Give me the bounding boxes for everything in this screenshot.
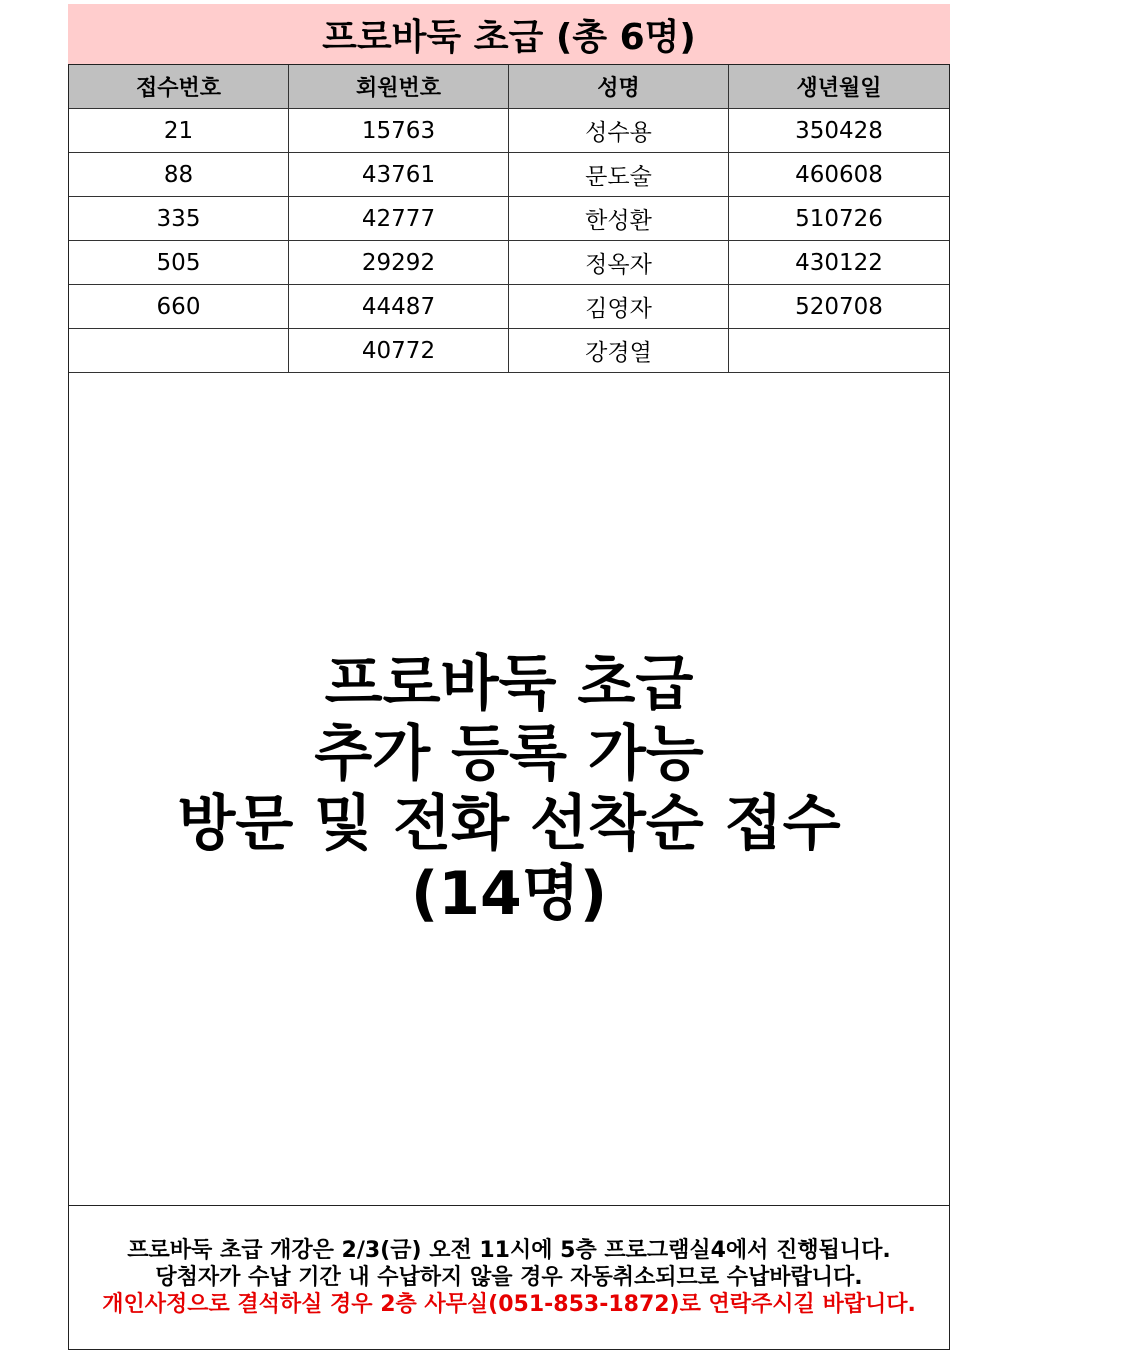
roster-frame <box>68 64 950 1350</box>
birthdate-cell: 350428 <box>795 117 883 144</box>
member-number-cell: 40772 <box>289 329 509 372</box>
header-name: 성명 <box>509 65 729 108</box>
name-cell: 정옥자 <box>509 241 729 284</box>
member-number-cell: 43761 <box>289 153 509 196</box>
notice-line: 방문 및 전화 선착순 접수 <box>177 789 841 859</box>
member-number-cell: 15763 <box>289 109 509 152</box>
name-cell: 강경열 <box>509 329 729 372</box>
table-row <box>69 329 949 373</box>
notice-line: 추가 등록 가능 <box>314 719 704 789</box>
header-birthdate: 생년월일 <box>796 76 882 101</box>
birthdate-cell: 510726 <box>795 205 883 232</box>
member-number-cell: 42777 <box>289 197 509 240</box>
name-cell: 김영자 <box>509 285 729 328</box>
birthdate-cell: 430122 <box>795 249 883 276</box>
birthdate-cell: 460608 <box>795 161 883 188</box>
table-header <box>69 65 949 109</box>
receipt-number-cell <box>69 329 289 372</box>
additional-registration-notice <box>69 373 949 1206</box>
name-cell: 문도술 <box>509 153 729 196</box>
receipt-number-cell: 505 <box>69 241 289 284</box>
header-member-number: 회원번호 <box>289 65 509 108</box>
member-number-cell: 29292 <box>289 241 509 284</box>
page-title: 프로바둑 초급 (총 6명) <box>68 4 950 64</box>
receipt-number-cell: 660 <box>69 285 289 328</box>
footer-class-start-info: 프로바둑 초급 개강은 2/3(금) 오전 11시에 5층 프로그램실4에서 진행됩니다. <box>127 1238 891 1263</box>
birthdate-cell: 520708 <box>795 293 883 320</box>
receipt-number-cell: 88 <box>69 153 289 196</box>
member-number-cell: 44487 <box>289 285 509 328</box>
name-cell: 성수용 <box>509 109 729 152</box>
receipt-number-cell: 335 <box>69 197 289 240</box>
table-row <box>69 109 949 153</box>
receipt-number-cell: 21 <box>69 109 289 152</box>
birthdate-cell <box>729 329 949 372</box>
footer-info <box>69 1206 949 1349</box>
header-receipt-number: 접수번호 <box>69 65 289 108</box>
table-row <box>69 285 949 329</box>
table-row <box>69 241 949 285</box>
name-cell: 한성환 <box>509 197 729 240</box>
footer-payment-info: 당첨자가 수납 기간 내 수납하지 않을 경우 자동취소되므로 수납바랍니다. <box>155 1265 863 1290</box>
notice-line: (14명) <box>410 859 608 929</box>
footer-absence-warning: 개인사정으로 결석하실 경우 2층 사무실(051-853-1872)로 연락주시길 바랍니다. <box>102 1292 916 1317</box>
table-row <box>69 153 949 197</box>
table-row <box>69 197 949 241</box>
notice-line: 프로바둑 초급 <box>324 649 694 719</box>
